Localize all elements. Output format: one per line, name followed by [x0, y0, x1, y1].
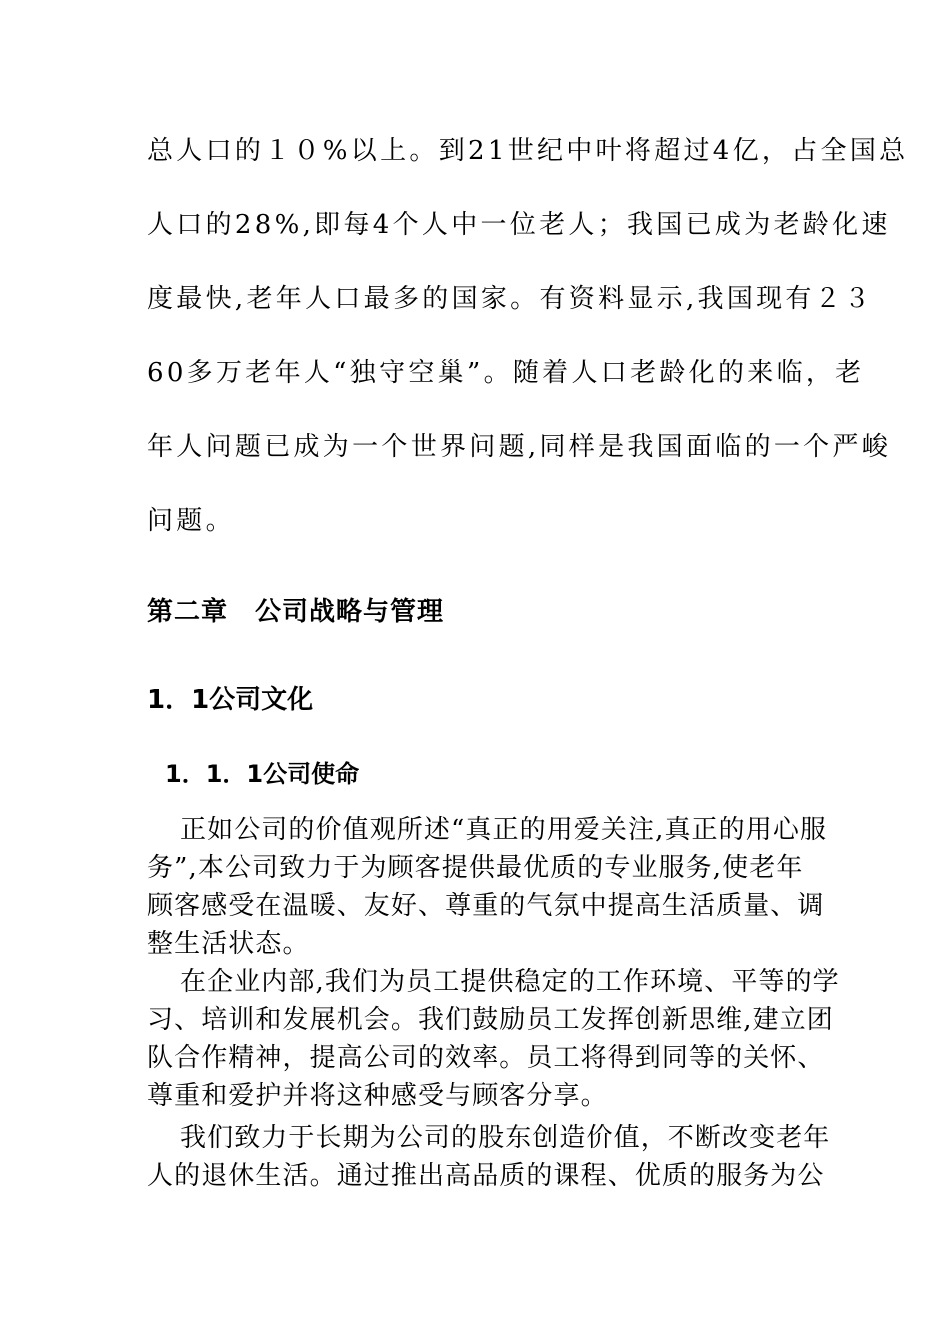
mission-p3-line-1: 我们致力于长期为公司的股东创造价值，不断改变老年 [180, 1123, 831, 1153]
subsection-heading: 1．1．1公司使命 [165, 760, 360, 788]
intro-line-4: 60多万老年人“独守空巢”。随着人口老龄化的来临，老 [147, 358, 865, 388]
mission-p2-line-4: 尊重和爱护并将这种感受与顾客分享。 [147, 1081, 608, 1111]
mission-p2-line-2: 习、培训和发展机会。我们鼓励员工发挥创新思维,建立团 [147, 1005, 834, 1035]
intro-line-6: 问题。 [147, 506, 235, 536]
mission-p1-line-2: 务”,本公司致力于为顾客提供最优质的专业服务,使老年 [147, 853, 804, 883]
section-heading: 1．1公司文化 [147, 685, 314, 715]
chapter-heading: 第二章 公司战略与管理 [147, 597, 445, 627]
mission-p1-line-3: 顾客感受在温暖、友好、尊重的气氛中提高生活质量、调 [147, 891, 825, 921]
mission-p2-line-1: 在企业内部,我们为员工提供稳定的工作环境、平等的学 [180, 967, 840, 997]
intro-line-3: 度最快,老年人口最多的国家。有资料显示,我国现有２３ [147, 284, 874, 314]
intro-line-5: 年人问题已成为一个世界问题,同样是我国面临的一个严峻 [147, 432, 892, 462]
intro-line-2: 人口的28%,即每4个人中一位老人；我国已成为老龄化速 [147, 210, 891, 240]
mission-p2-line-3: 队合作精神，提高公司的效率。员工将得到同等的关怀、 [147, 1043, 825, 1073]
mission-p1-line-1: 正如公司的价值观所述“真正的用爱关注,真正的用心服 [180, 815, 828, 845]
intro-line-1: 总人口的１０%以上。到21世纪中叶将超过4亿，占全国总 [147, 136, 909, 166]
mission-p3-line-2: 人的退休生活。通过推出高品质的课程、优质的服务为公 [147, 1161, 825, 1191]
mission-p1-line-4: 整生活状态。 [147, 929, 310, 959]
